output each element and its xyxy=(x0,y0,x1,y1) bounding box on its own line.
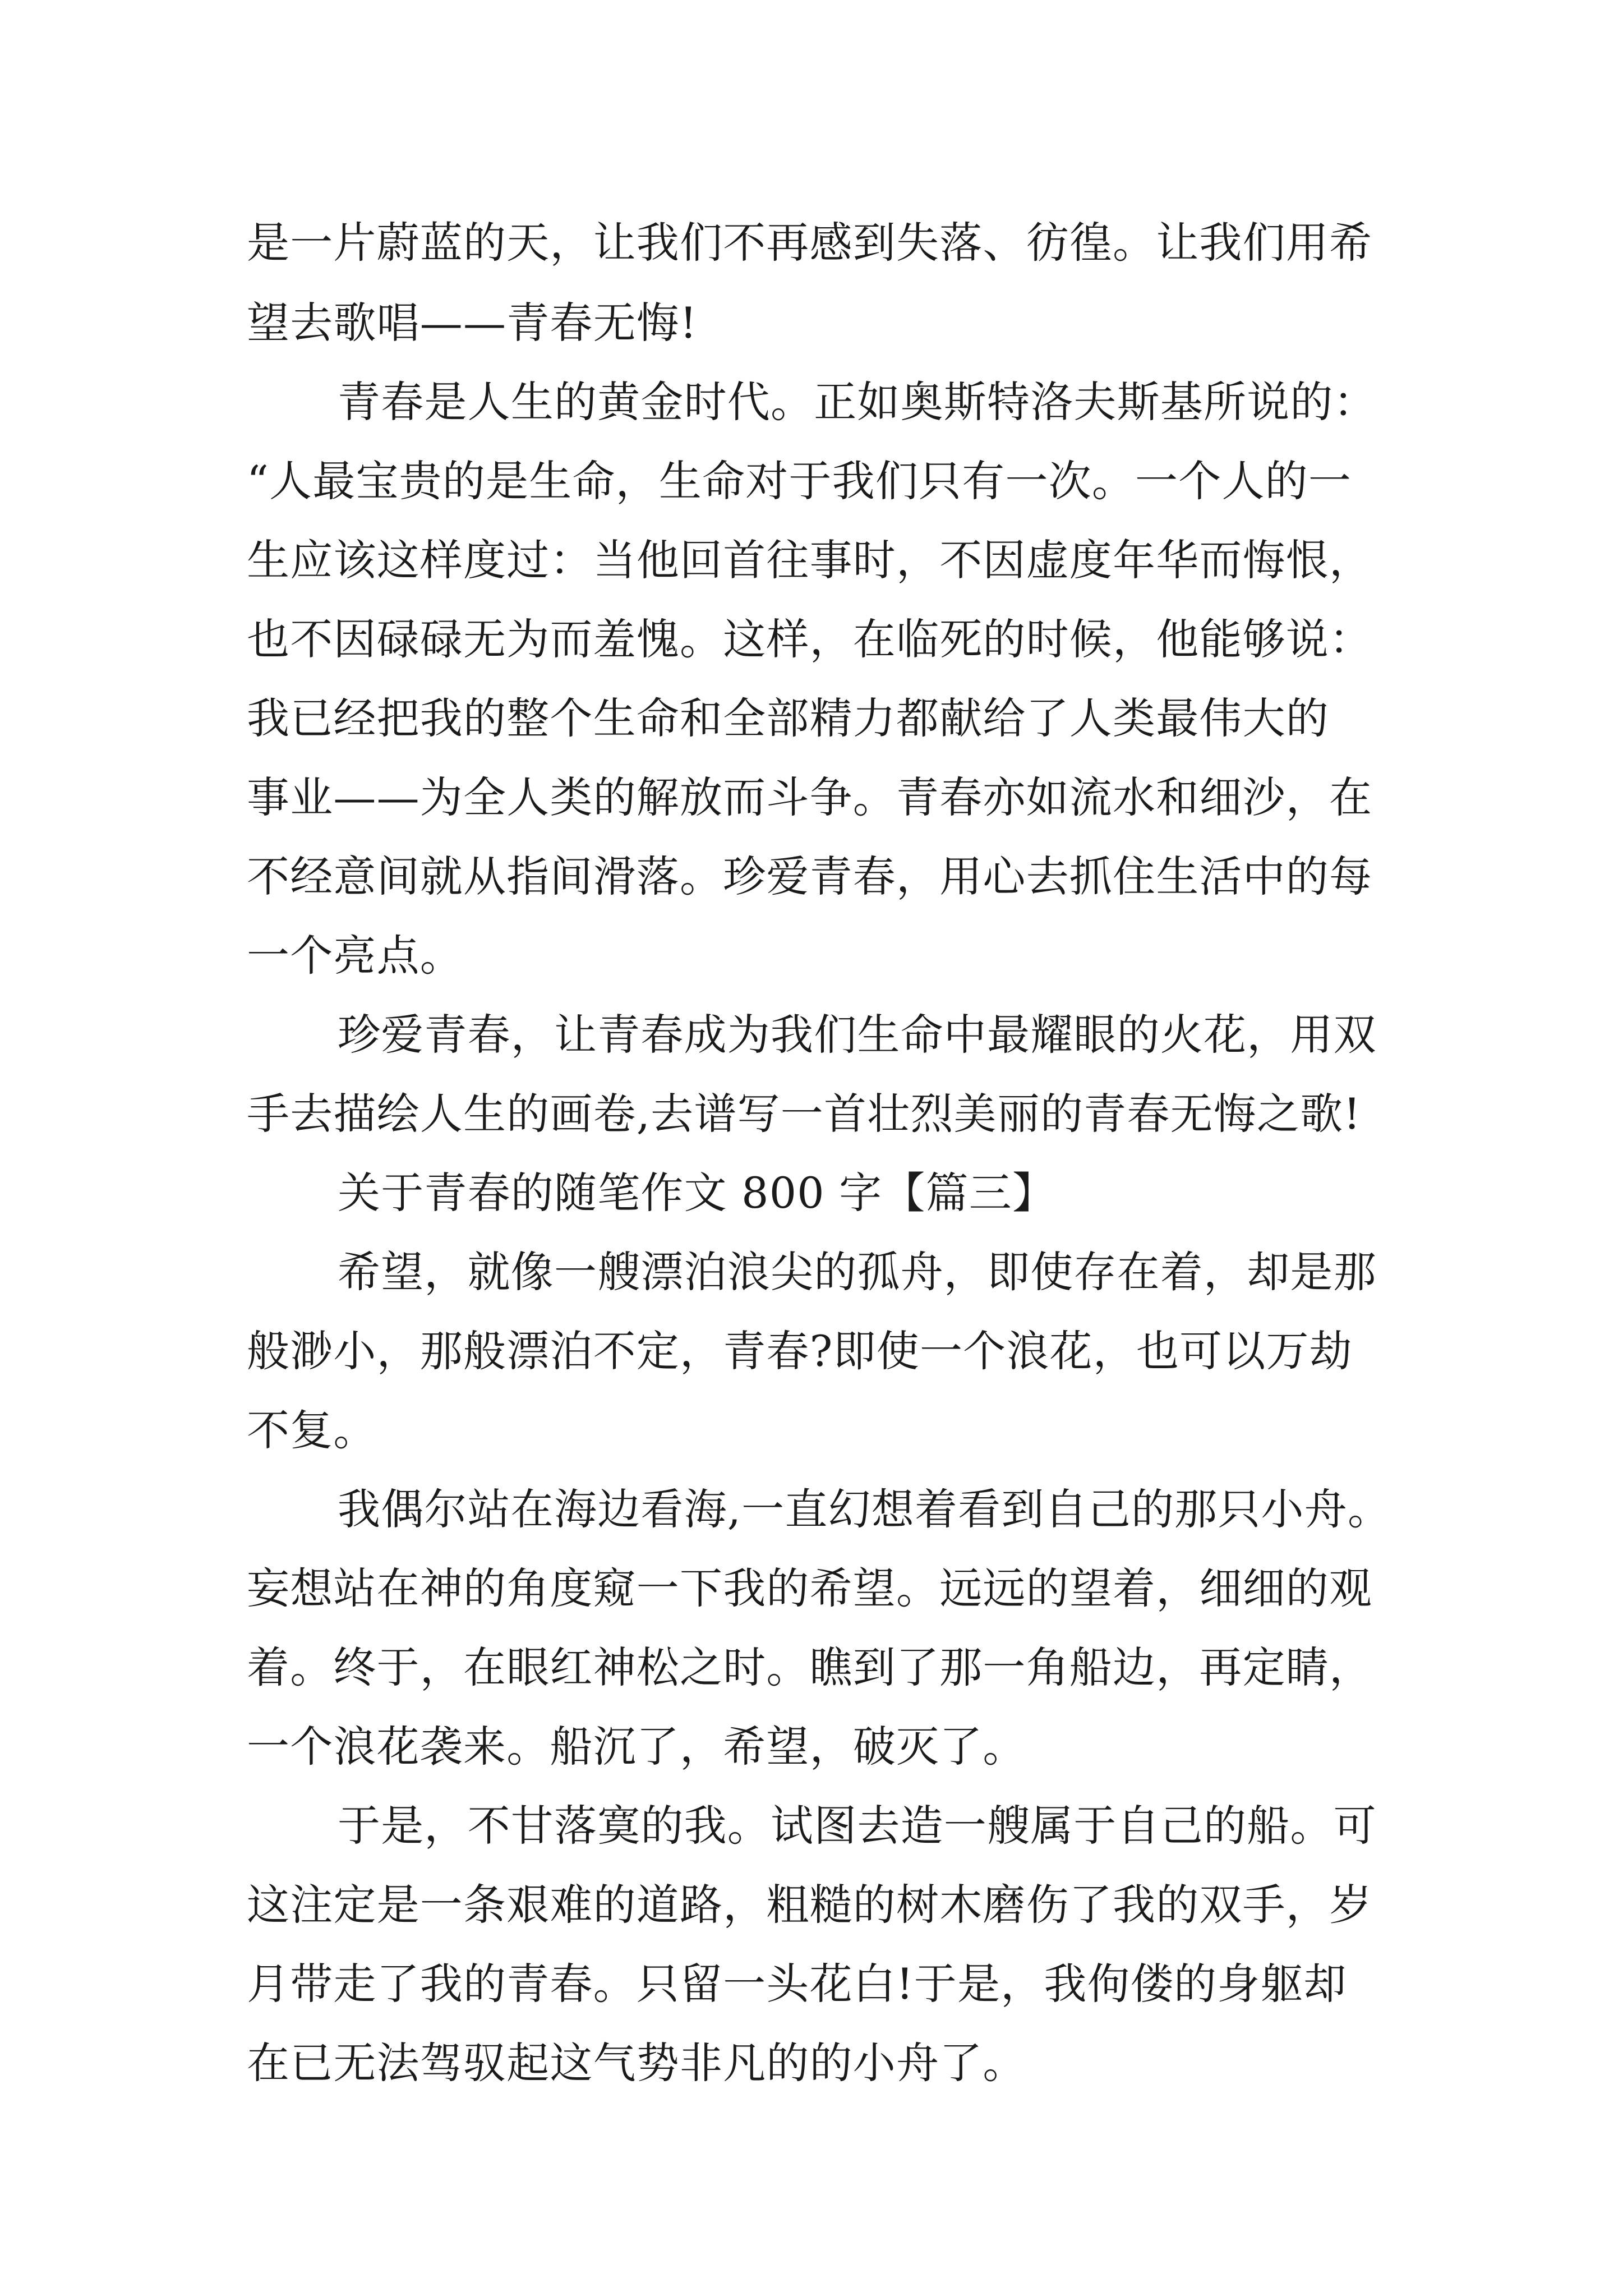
paragraph-line: 事业——为全人类的解放而斗争。青春亦如流水和细沙，在 xyxy=(247,772,1373,822)
paragraph-line: 不经意间就从指间滑落。珍爱青春，用心去抓住生活中的每 xyxy=(247,852,1373,901)
paragraph-line: “人最宝贵的是生命，生命对于我们只有一次。一个人的一 xyxy=(247,456,1352,506)
paragraph-line: 青春是人生的黄金时代。正如奥斯特洛夫斯基所说的： xyxy=(338,377,1377,427)
paragraph-line: 生应该这样度过：当他回首往事时，不因虚度年华而悔恨， xyxy=(247,535,1373,585)
paragraph-line: 也不因碌碌无为而羞愧。这样，在临死的时候，他能够说： xyxy=(247,614,1373,664)
paragraph-line: 我已经把我的整个生命和全部精力都献给了人类最伟大的 xyxy=(247,693,1329,743)
paragraph-line: 是一片蔚蓝的天，让我们不再感到失落、彷徨。让我们用希 xyxy=(247,218,1373,268)
paragraph-line: 着。终于，在眼红神松之时。瞧到了那一角船边，再定睛， xyxy=(247,1642,1373,1692)
paragraph-line: 一个浪花袭来。船沉了，希望，破灭了。 xyxy=(247,1722,1026,1772)
paragraph-line: 于是，不甘落寞的我。试图去造一艘属于自己的船。可 xyxy=(338,1801,1377,1851)
paragraph-line: 月带走了我的青春。只留一头花白!于是，我佝偻的身躯却 xyxy=(247,1959,1347,2009)
paragraph-line: 般渺小，那般漂泊不定，青春?即使一个浪花，也可以万劫 xyxy=(247,1326,1353,1376)
paragraph-line: 不复。 xyxy=(247,1405,377,1455)
section-heading: 关于青春的随笔作文 800 字【篇三】 xyxy=(338,1168,1056,1218)
paragraph-line: 珍爱青春，让青春成为我们生命中最耀眼的火花，用双 xyxy=(338,1010,1377,1060)
paragraph-line: 望去歌唱——青春无悔! xyxy=(247,298,698,348)
paragraph-line: 我偶尔站在海边看海,一直幻想着看到自己的那只小舟。 xyxy=(338,1484,1391,1534)
paragraph-line: 这注定是一条艰难的道路，粗糙的树木磨伤了我的双手，岁 xyxy=(247,1880,1373,1930)
paragraph-line: 手去描绘人生的画卷,去谱写一首壮烈美丽的青春无悔之歌! xyxy=(247,1089,1362,1139)
paragraph-line: 在已无法驾驭起这气势非凡的的小舟了。 xyxy=(247,2038,1026,2088)
paragraph-line: 一个亮点。 xyxy=(247,931,463,981)
paragraph-line: 希望，就像一艘漂泊浪尖的孤舟，即使存在着，却是那 xyxy=(338,1247,1377,1297)
paragraph-line: 妄想站在神的角度窥一下我的希望。远远的望着，细细的观 xyxy=(247,1563,1373,1613)
